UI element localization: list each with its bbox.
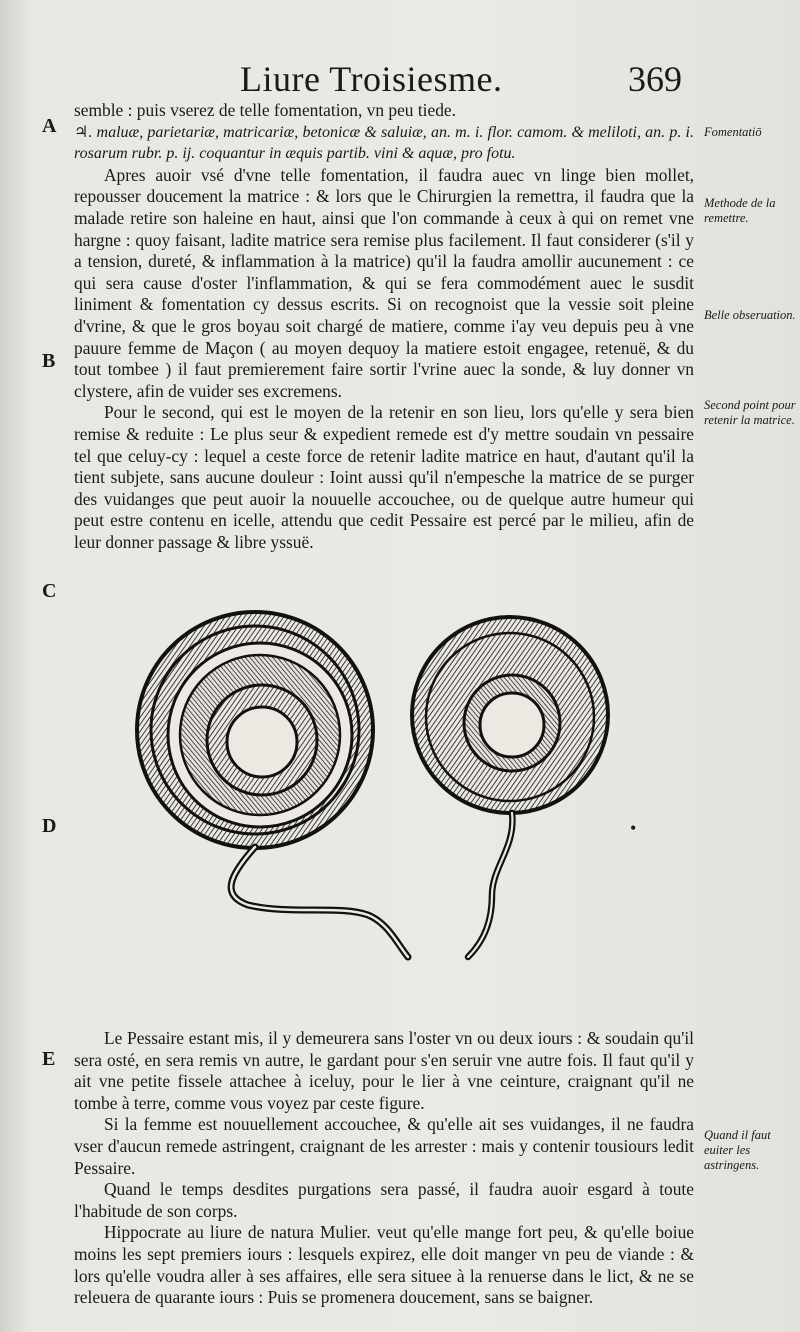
page-header (0, 58, 800, 106)
pessary-illustration (120, 585, 640, 975)
left-pessary (137, 612, 408, 957)
paragraph-reposition: Apres auoir vsé d'vne telle fomentation, il faudra auec vn linge bien mollet, repousser doucement la matrice : & lors que le Chirurgien la remettra, il faudra que la malade retire son haleine en haut, ainsi que l'on commande à ceux à qui on remet vne hargne : quoy faisant, ladite matrice sera remise plus facilement. Il faut considerer (s'il y a tension, dureté, & inflammation à la matrice) qu'il la faudra amollir aucunement : ce qui sera cause d'oster l'inflammation, & qui se fera commodément auec le susdit liniment & fomentation cy dessus escrits. Si on recognoist que la vessie soit pleine d'vrine, & que le gros boyau soit chargé de matiere, comme i'ay veu depuis peu à vne pauure femme de Maçon ( au moyen dequoy la matiere estoit engagee, retenuë, & du tout tombee ) il faut premierement faire sortir l'vrine auec la sonde, & luy donner vn clystere, afin de vuider ses excremens. (74, 164, 694, 401)
section-marker-e: E (42, 1048, 56, 1070)
page-number: 369 (628, 59, 682, 99)
margin-note-fomentation: Fomentatiō (704, 125, 762, 139)
margin-note-observation: Belle obseruation. (704, 308, 796, 322)
recipe-paragraph: ♃. maluæ, parietariæ, matricariæ, betonicæ & saluiæ, an. m. i. flor. camom. & meliloti, an. p. i. rosarum rubr. p. ij. coquantur in æquis partib. vini & aquæ, pro fotu. (74, 123, 694, 163)
paragraph-usage: Le Pessaire estant mis, il y demeurera sans l'oster vn ou deux iours : & soudain qu'il sera osté, en sera remis vn autre, le gardant pour s'en seruir vne autre fois. Il faut qu'il y ait vne petite fissele attachee à iceluy, pour le lier à vne ceinture, craignant qu'il ne tombe à terre, comme vous voyez par ceste figure. (74, 1028, 694, 1113)
upper-text-block (74, 100, 694, 553)
lower-text-block (74, 1028, 694, 1309)
right-pessary (412, 617, 608, 957)
paragraph-purgations: Quand le temps desdites purgations sera passé, il faudra auoir esgard à toute l'habitude de son corps. (74, 1179, 694, 1221)
paragraph-pessary: Pour le second, qui est le moyen de la retenir en son lieu, lors qu'elle y sera bien remise & reduite : Le plus seur & expedient remede est d'y mettre soudain vn pessaire tel que celuy-cy : lequel a ceste force de retenir ladite matrice en haut, d'autant qu'il la tient subjete, sans aucune douleur : Ioint aussi qu'il n'empesche la matrice de se purger des vuidanges que peut auoir la nouuelle accouchee, ou de quelque autre humeur qui peut estre contenu en icelle, attendu que cedit Pessaire est percé par le milieu, afin de leur donner passage & libre yssuë. (74, 402, 694, 552)
ink-dot: • (630, 818, 637, 838)
running-title: Liure Troisiesme. (240, 59, 503, 99)
paragraph-new-mother: Si la femme est nouuellement accouchee, & qu'elle ait ses vuidanges, il ne faudra vser d'aucun remede astringent, craignant de les arrester : mais y contenir tousiours ledit Pessaire. (74, 1114, 694, 1178)
section-marker-b: B (42, 350, 56, 372)
section-marker-a: A (42, 115, 57, 137)
margin-note-avoid-astringents: Quand il faut euiter les astringens. (704, 1128, 771, 1172)
pessary-engraving (120, 585, 640, 975)
section-marker-d: D (42, 815, 57, 837)
opening-line: semble : puis vserez de telle fomentation, vn peu tiede. (74, 100, 456, 120)
margin-note-method: Methode de la remettre. (704, 196, 776, 225)
margin-note-second-point: Second point pour retenir la matrice. (704, 398, 796, 427)
paragraph-hippocrates: Hippocrate au liure de natura Mulier. veut qu'elle mange fort peu, & qu'elle boiue moins les sept premiers iours : lesquels expirez, elle doit manger vn peu de viande : & lors qu'elle voudra aller à ses affaires, elle sera situee à la renuerse dans le lict, & ne se releuera de quarante iours : Puis se promenera doucement, sans se baigner. (74, 1222, 694, 1308)
section-marker-c: C (42, 580, 57, 602)
